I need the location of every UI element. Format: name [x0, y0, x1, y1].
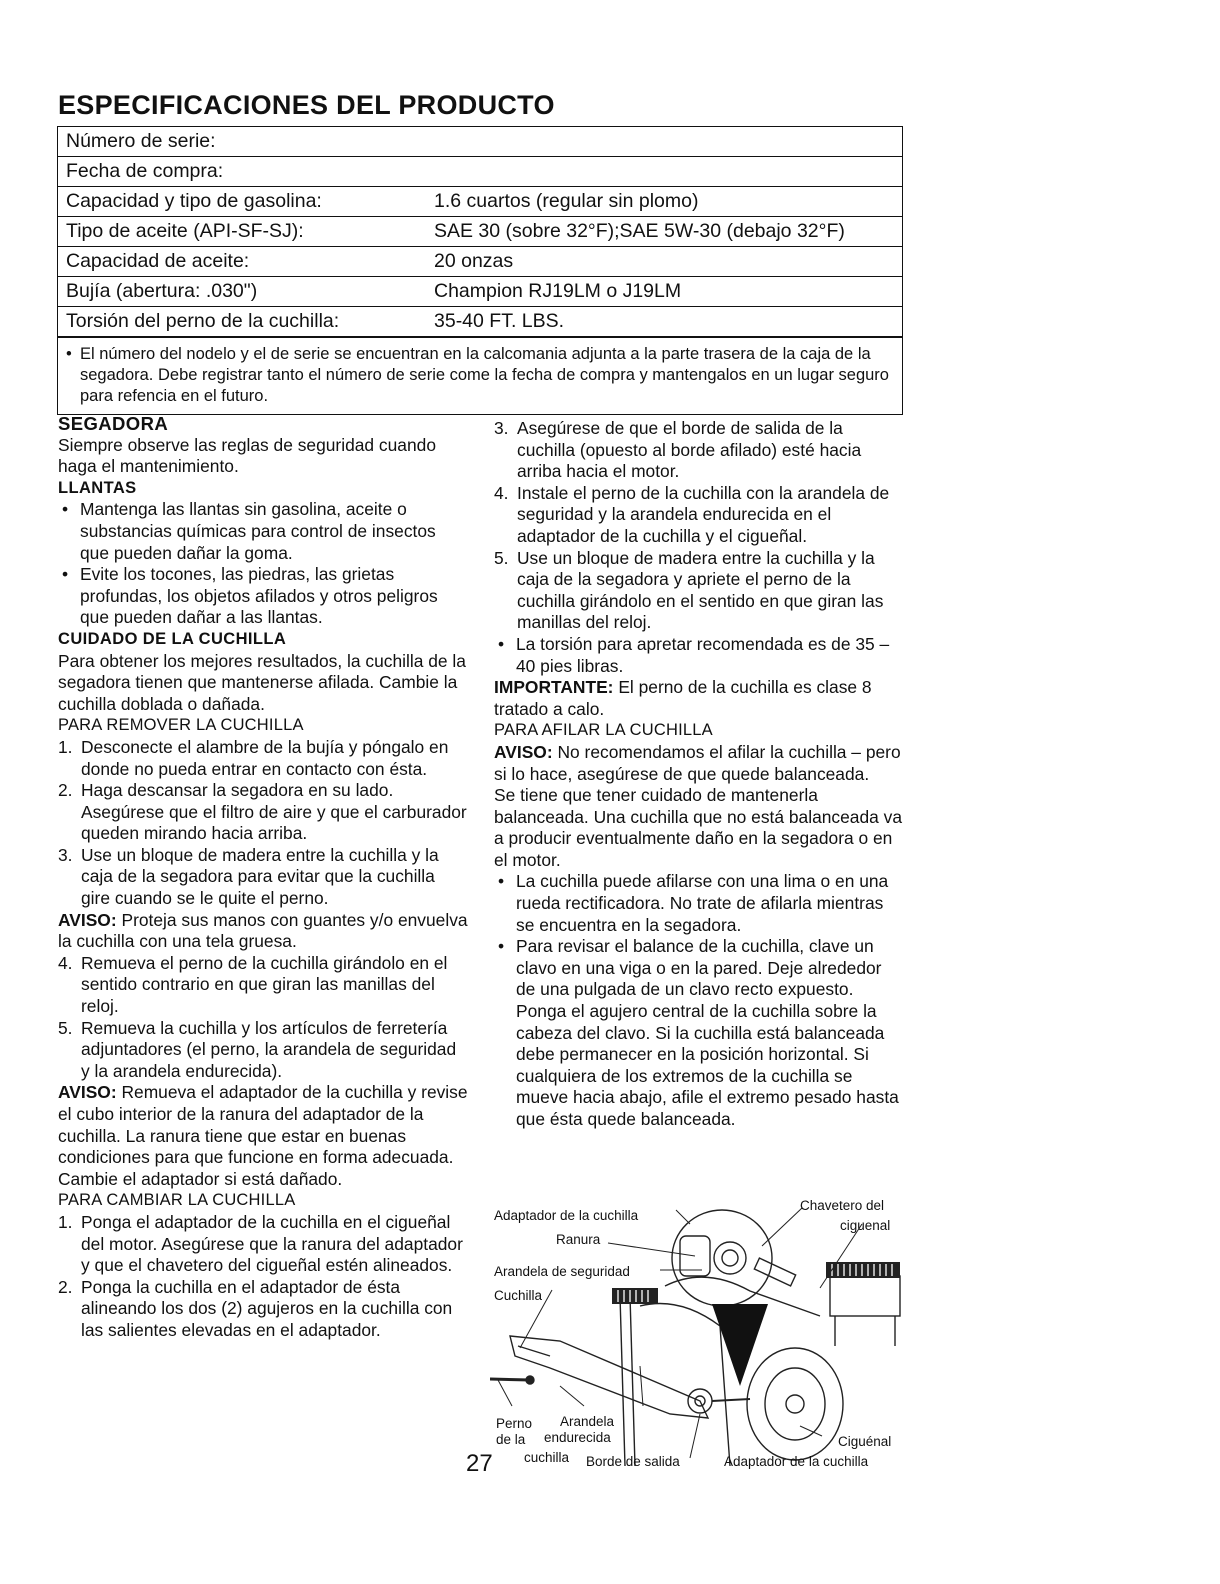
- step-number: 5.: [494, 547, 509, 568]
- step-number: 4.: [58, 952, 73, 973]
- importante-note: [494, 677, 904, 720]
- spec-value: SAE 30 (sobre 32°F);SAE 5W-30 (debajo 32°F): [434, 220, 845, 242]
- spec-row-serial: [58, 127, 902, 157]
- list-item-text: Remueva el perno de la cuchilla girándolo en el sentido contrario en que giran las manillas del reloj.: [81, 952, 448, 1017]
- spec-note-text: El número del nodelo y el de serie se encuentran en la calcomania adjunta a la parte trasera de la caja de la segadora. Debe registrar tanto el número de serie come la fecha de compra y mantengalos en un lugar seguro para refencia en el futuro.: [80, 345, 889, 405]
- spec-label: Bujía (abertura: .030"): [66, 280, 258, 302]
- aviso-label: AVISO:: [58, 1082, 117, 1103]
- list-item-text: Ponga el adaptador de la cuchilla en el cigueñal del motor. Asegúrese que la ranura del adaptador y que el chavetero del cigueñal estén alineados.: [81, 1211, 463, 1276]
- step-number: 3.: [58, 844, 73, 865]
- spec-label: Tipo de aceite (API-SF-SJ):: [66, 220, 304, 242]
- spec-value: 35-40 FT. LBS.: [434, 310, 565, 332]
- list-item: [58, 1018, 468, 1083]
- list-item: [494, 548, 904, 634]
- heading-llantas: LLANTAS: [58, 478, 137, 497]
- list-item: [58, 1212, 468, 1277]
- aviso-text: No recomendamos el afilar la cuchilla – pero si lo hace, asegúrese de que quede balanceada.: [494, 741, 901, 784]
- step-number: 1.: [58, 736, 73, 757]
- paragraph: Siempre observe las reglas de seguridad cuando haga el mantenimiento.: [58, 434, 436, 477]
- spec-row-purchase-date: [58, 157, 902, 187]
- aviso-note: [494, 742, 904, 785]
- step-number: 1.: [58, 1211, 73, 1232]
- label-arandela-seguridad: Arandela de seguridad: [494, 1264, 630, 1279]
- label-cuchilla: Cuchilla: [494, 1288, 543, 1303]
- list-item: [494, 418, 904, 483]
- heading-afilar: PARA AFILAR LA CUCHILLA: [494, 721, 713, 740]
- spec-label: Torsión del perno de la cuchilla:: [66, 310, 340, 332]
- heading-cuidado: CUIDADO DE LA CUCHILLA: [58, 629, 287, 648]
- importante-text: El perno de la cuchilla es clase 8 tratado a calo.: [494, 677, 872, 719]
- label-adaptador-bottom: Adaptador de la cuchilla: [724, 1454, 869, 1469]
- heading-segadora: SEGADORA: [58, 413, 169, 434]
- aviso-label: AVISO:: [494, 741, 553, 762]
- step-number: 2.: [58, 780, 73, 801]
- spec-row-oil-type: [58, 217, 902, 247]
- list-item: [494, 871, 904, 936]
- label-perno: Perno: [496, 1416, 533, 1431]
- mower-illustration: [490, 1210, 900, 1466]
- zoom-pointer: [712, 1304, 768, 1386]
- spec-row-fuel: [58, 187, 902, 217]
- label-chavetero: Chavetero del: [800, 1198, 885, 1213]
- list-item-text: Para revisar el balance de la cuchilla, clave un clavo en una viga o en la pared. Deje alrededor de una pulgada de un clavo recto expuesto. Ponga el agujero central de la cuchilla sobre la cabeza del clavo. Si la cuchilla está balanceada debe permanecer en la posición horizontal. Si cualquiera de los extremos de la cuchilla se mueve hacia abajo, afile el extremo pesado hasta que ésta quede balanceada.: [516, 936, 899, 1129]
- bullet-icon: •: [498, 871, 505, 892]
- spec-note: [58, 337, 902, 414]
- bullet-icon: •: [62, 564, 69, 585]
- importante-label: IMPORTANTE:: [494, 677, 614, 698]
- bullet-icon: •: [66, 345, 72, 363]
- step-number: 2.: [58, 1276, 73, 1297]
- aviso-text: Proteja sus manos con guantes y/o envuelva la cuchilla con una tela gruesa.: [58, 909, 468, 952]
- page-title: ESPECIFICACIONES DEL PRODUCTO: [58, 90, 555, 120]
- spec-value: 20 onzas: [434, 250, 514, 272]
- heading-remover: PARA REMOVER LA CUCHILLA: [58, 716, 304, 735]
- bullet-icon: •: [498, 936, 505, 957]
- bullet-icon: •: [62, 499, 69, 520]
- spec-label: Capacidad de aceite:: [66, 250, 250, 272]
- spec-table: [57, 126, 903, 415]
- engine-fins: [612, 1262, 900, 1304]
- step-number: 4.: [494, 482, 509, 503]
- list-item: [58, 845, 468, 910]
- aviso-note: [58, 1082, 468, 1190]
- spec-label: Fecha de compra:: [66, 160, 224, 182]
- step-number: 3.: [494, 418, 509, 438]
- spec-row-blade-torque: [58, 307, 902, 337]
- list-item-text: Remueva la cuchilla y los artículos de ferretería adjuntadores (el perno, la arandela de seguridad y la arandela endurecida).: [81, 1017, 457, 1081]
- list-item-text: Use un bloque de madera entre la cuchilla y la caja de la segadora y apriete el perno de la cuchilla girándolo en el sentido en que giran las manillas del reloj.: [517, 547, 884, 633]
- list-item: [58, 564, 468, 629]
- list-item: [58, 780, 468, 845]
- page-number: 27: [466, 1450, 493, 1477]
- bullet-icon: •: [498, 633, 505, 654]
- list-item: [58, 499, 468, 564]
- aviso-label: AVISO:: [58, 909, 117, 930]
- list-item-text: La torsión para apretar recomendada es de 35 – 40 pies libras.: [516, 633, 890, 676]
- paragraph: Para obtener los mejores resultados, la cuchilla de la segadora tienen que mantenerse afilada. Cambie la cuchilla doblada o dañada.: [58, 650, 466, 714]
- label-borde-salida: Borde de salida: [586, 1454, 680, 1469]
- spec-row-spark-plug: [58, 277, 902, 307]
- spec-value: 1.6 cuartos (regular sin plomo): [434, 190, 699, 212]
- label-perno-2: de la: [496, 1432, 526, 1447]
- list-item-text: Evite los tocones, las piedras, las grietas profundas, los objetos afilados y otros peligros que pueden dañar a las llantas.: [80, 564, 438, 628]
- label-adaptador-top: Adaptador de la cuchilla: [494, 1208, 639, 1223]
- list-item-text: La cuchilla puede afilarse con una lima o en una rueda rectificadora. No trate de afilarla mientras se encuentra en la segadora.: [516, 871, 889, 935]
- list-item: [58, 953, 468, 1018]
- list-item-text: Haga descansar la segadora en su lado. Asegúrese que el filtro de aire y que el carburador queden mirando hacia arriba.: [81, 780, 467, 844]
- spec-label: Número de serie:: [66, 130, 216, 152]
- label-perno-3: cuchilla: [524, 1450, 570, 1465]
- aviso-note: [58, 910, 468, 953]
- list-item: [58, 737, 468, 780]
- heading-cambiar: PARA CAMBIAR LA CUCHILLA: [58, 1191, 296, 1210]
- paragraph: Se tiene que tener cuidado de mantenerla balanceada. Una cuchilla que no está balanceada va a producir eventualmente daño en la segadora o en el motor.: [494, 785, 903, 870]
- list-item: [494, 936, 904, 1130]
- list-item-text: Ponga la cuchilla en el adaptador de ésta alineando los dos (2) agujeros en la cuchilla con las salientes elevadas en el adaptador.: [81, 1276, 453, 1340]
- spec-value: Champion RJ19LM o J19LM: [434, 280, 682, 302]
- label-ranura: Ranura: [556, 1232, 601, 1247]
- label-chavetero-2: ciguenal: [840, 1218, 891, 1233]
- label-arandela-endurecida-2: endurecida: [544, 1430, 611, 1445]
- list-item-text: Asegúrese de que el borde de salida de la cuchilla (opuesto al borde afilado) esté hacia arriba hacia el motor.: [517, 418, 862, 482]
- list-item: [494, 634, 904, 677]
- right-column: [494, 418, 904, 1131]
- spec-label: Capacidad y tipo de gasolina:: [66, 190, 322, 212]
- blade-assembly-diagram: [490, 1196, 910, 1480]
- list-item-text: Desconecte el alambre de la bujía y póngalo en donde no pueda entrar en contacto con ésta.: [81, 736, 449, 779]
- list-item-text: Use un bloque de madera entre la cuchilla y la caja de la segadora para evitar que la cuchilla gire cuando se le quite el perno.: [81, 844, 439, 909]
- label-arandela-endurecida: Arandela: [560, 1414, 615, 1429]
- list-item: [58, 1277, 468, 1342]
- list-item: [494, 483, 904, 548]
- aviso-text: Remueva el adaptador de la cuchilla y revise el cubo interior de la ranura del adaptador de la cuchilla. La ranura tiene que estar en buenas condiciones para que funcione en forma adecuada. Cambie el adaptador si está dañado.: [58, 1082, 468, 1189]
- list-item-text: Mantenga las llantas sin gasolina, aceite o substancias químicas para control de insectos que pueden dañar la goma.: [80, 499, 436, 563]
- step-number: 5.: [58, 1017, 73, 1038]
- list-item-text: Instale el perno de la cuchilla con la arandela de seguridad y la arandela endurecida en el adaptador de la cuchilla y el cigueñal.: [517, 482, 890, 546]
- label-ciguenal: Ciguénal: [838, 1434, 892, 1449]
- left-column: [58, 413, 468, 1342]
- spec-row-oil-capacity: [58, 247, 902, 277]
